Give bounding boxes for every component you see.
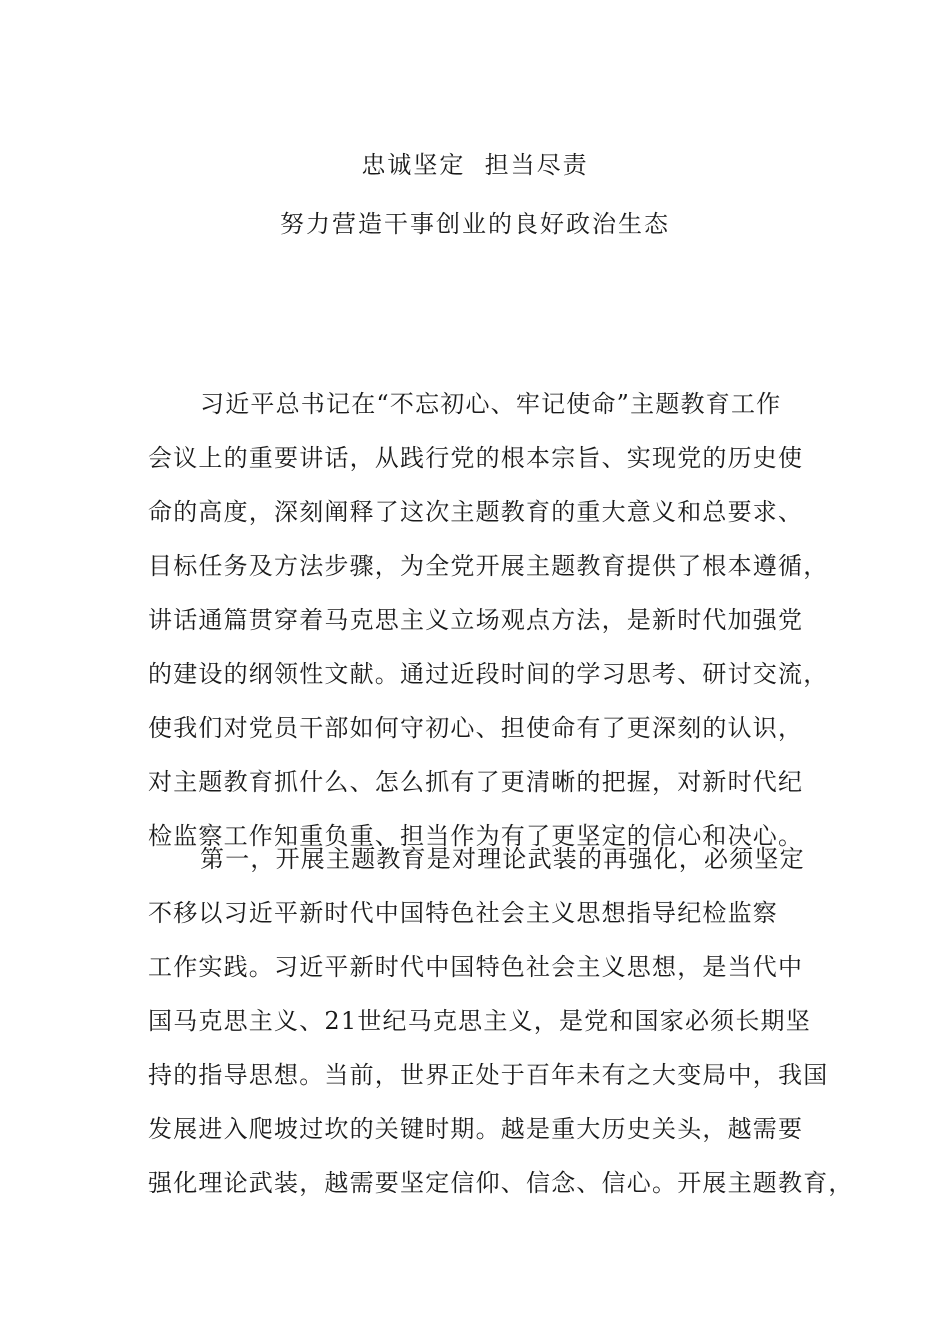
- text-line: 第一，开展主题教育是对理论武装的再强化，必须坚定: [200, 845, 805, 873]
- paragraph-1: [148, 377, 829, 863]
- text-line: 发展进入爬坡过坎的关键时期。越是重大历史关头，越需要: [148, 1115, 804, 1143]
- text-line: 强化理论武装，越需要坚定信仰、信念、信心。开展主题教育，: [148, 1169, 854, 1197]
- text-line: 讲话通篇贯穿着马克思主义立场观点方法，是新时代加强党: [148, 606, 804, 634]
- text-line: 检监察工作知重负重、担当作为有了更坚定的信心和决心。: [148, 822, 804, 850]
- text-line: 的建设的纲领性文献。通过近段时间的学习思考、研讨交流，: [148, 660, 829, 688]
- text-line: 使我们对党员干部如何守初心、担使命有了更深刻的认识，: [148, 714, 804, 742]
- text-line: 会议上的重要讲话，从践行党的根本宗旨、实现党的历史使: [148, 444, 804, 472]
- paragraph-2: [148, 832, 854, 1210]
- text-line: 国马克思主义、21世纪马克思主义，是党和国家必须长期坚: [148, 1007, 811, 1035]
- text-line: 持的指导思想。当前，世界正处于百年未有之大变局中，我国: [148, 1061, 829, 1089]
- text-line: 习近平总书记在“不忘初心、牢记使命”主题教育工作: [200, 390, 782, 418]
- text-line: 对主题教育抓什么、怎么抓有了更清晰的把握，对新时代纪: [148, 768, 804, 796]
- document-title-line-2: 努力营造干事创业的良好政治生态: [280, 210, 670, 238]
- text-line: 命的高度，深刻阐释了这次主题教育的重大意义和总要求、: [148, 498, 804, 526]
- text-line: 工作实践。习近平新时代中国特色社会主义思想，是当代中: [148, 953, 804, 981]
- document-title-line-1: 忠诚坚定 担当尽责: [361, 151, 589, 179]
- text-line: 目标任务及方法步骤，为全党开展主题教育提供了根本遵循，: [148, 552, 829, 580]
- text-line: 不移以习近平新时代中国特色社会主义思想指导纪检监察: [148, 899, 778, 927]
